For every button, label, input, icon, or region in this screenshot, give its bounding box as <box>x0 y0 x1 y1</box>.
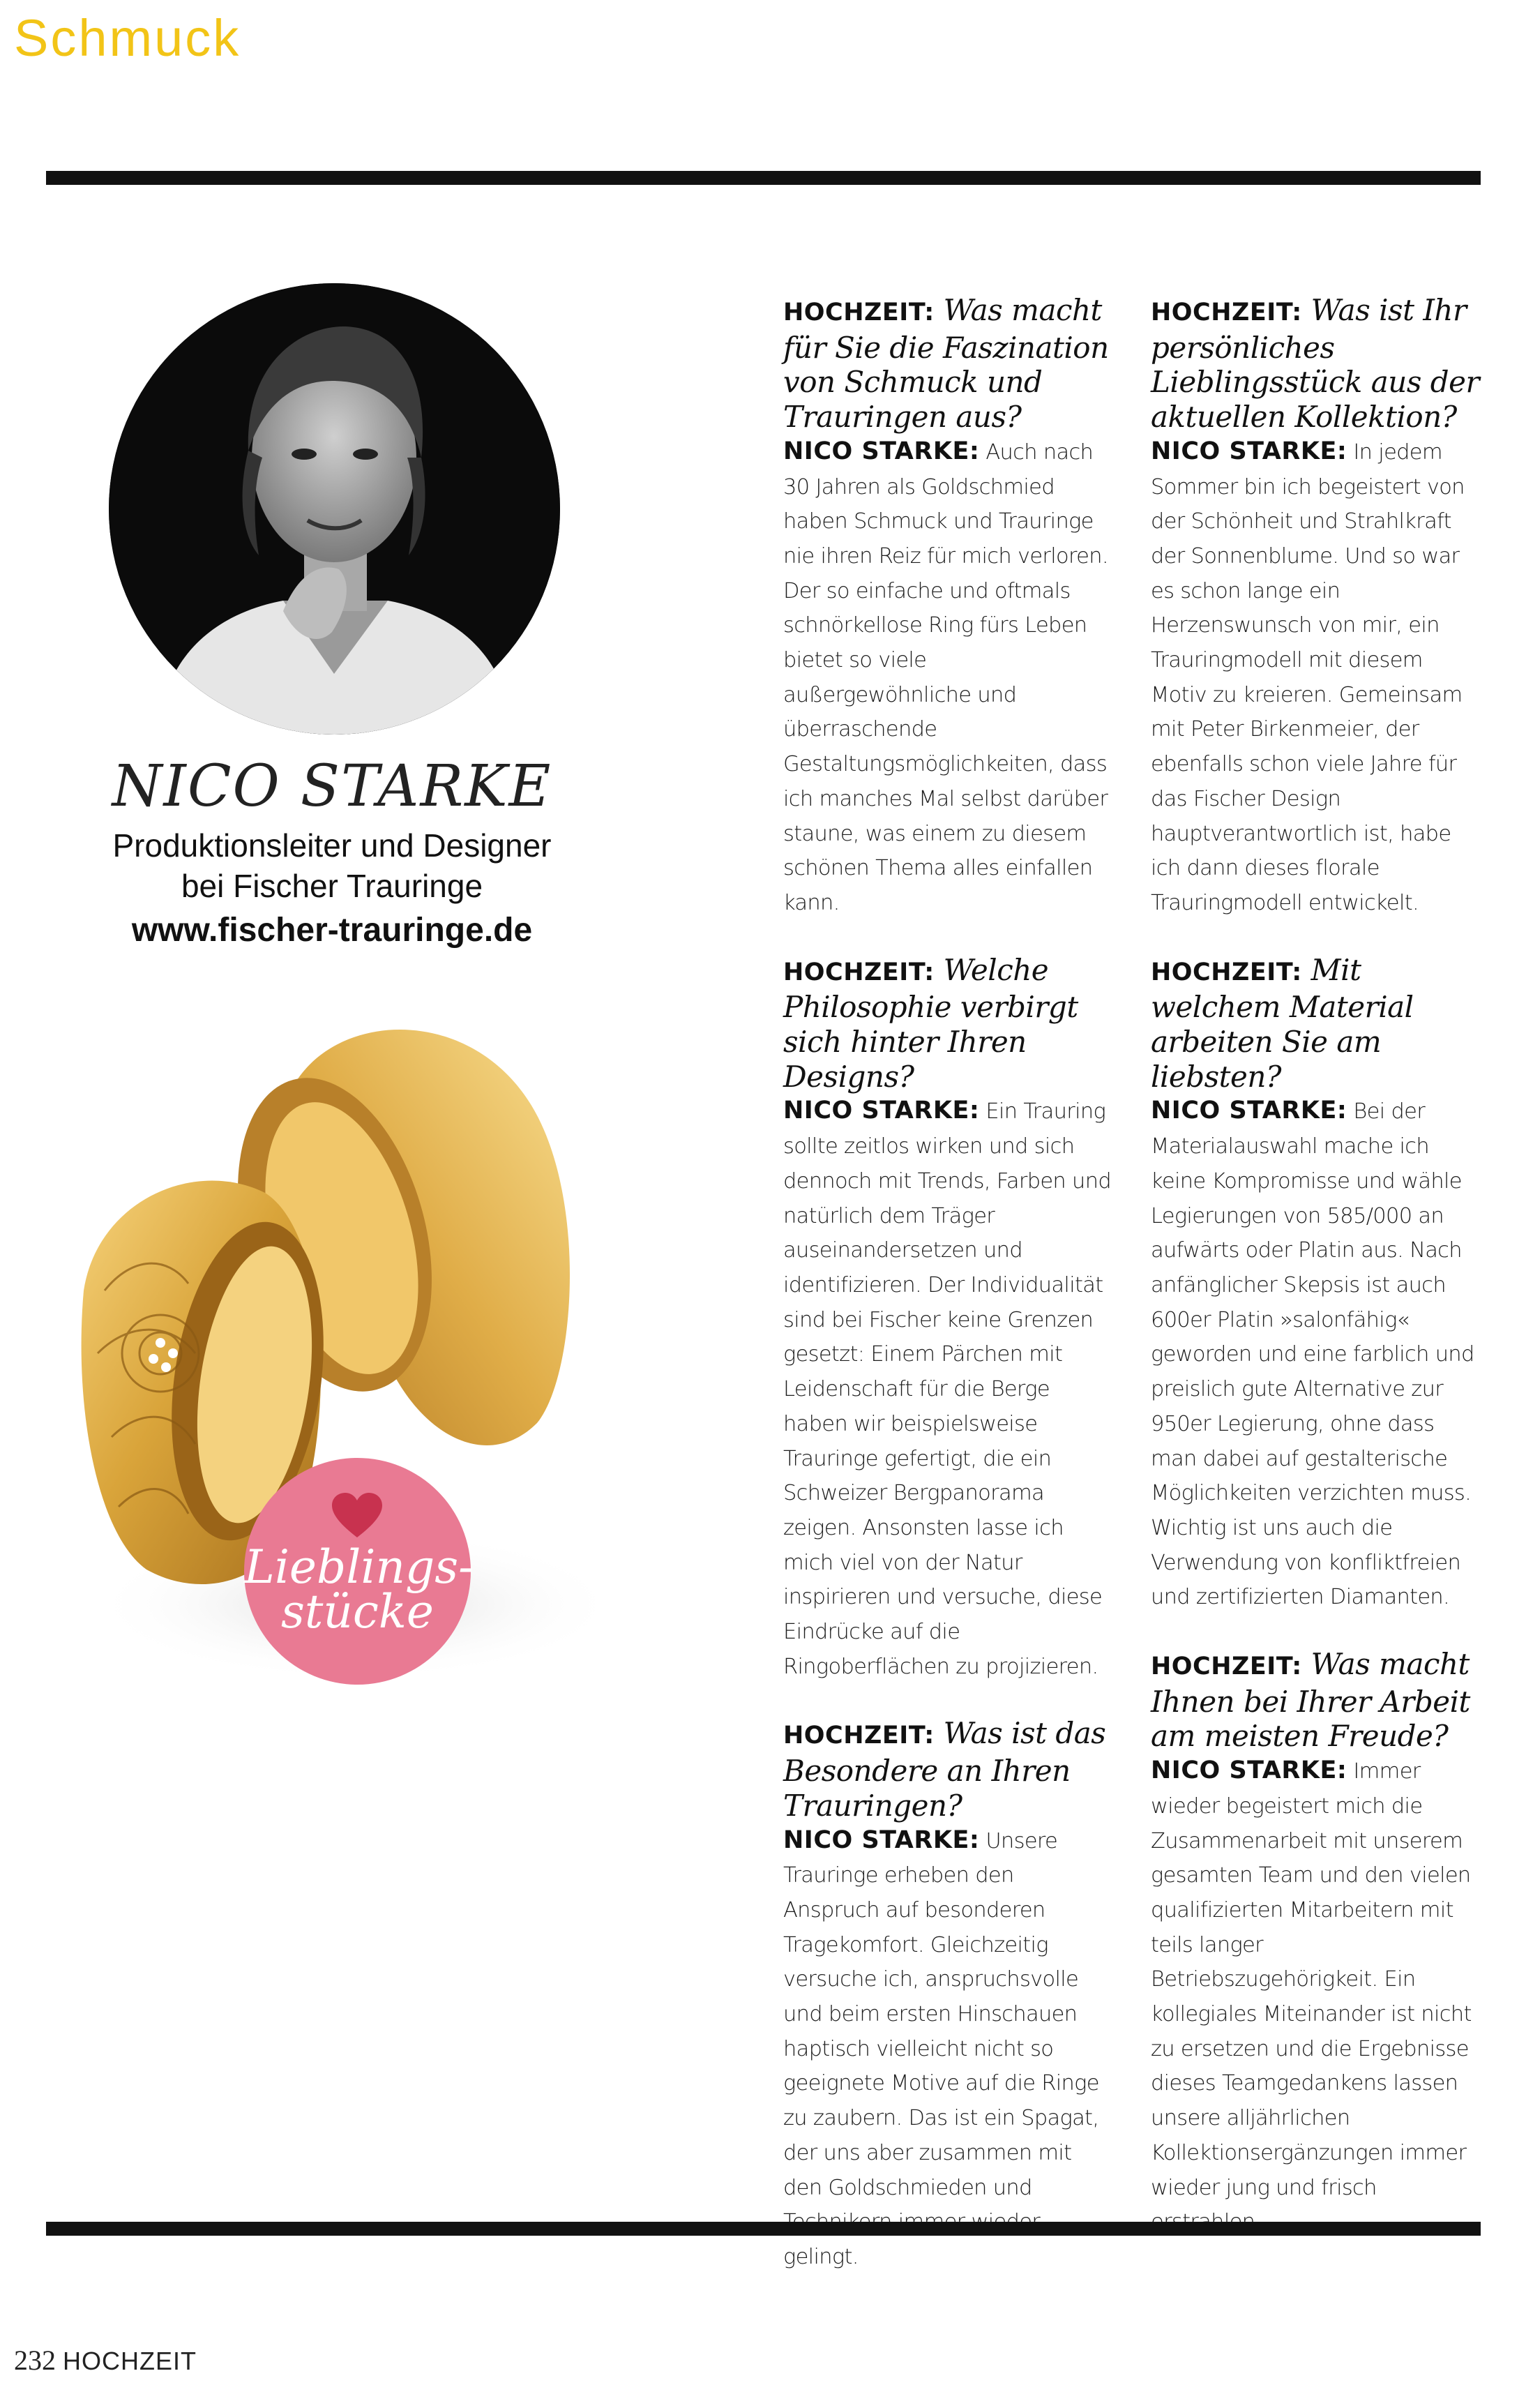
badge-line-2: stücke <box>281 1585 434 1639</box>
answer-text: Bei der Materialauswahl mache ich keine Kompromisse und wähle Legierungen von 585/000 an aufwärts oder Platin aus. Nach anfänglicher Skepsis ist auch 600er Platin »salonfähig« geworden und eine farblich und preislich gute Alternative zur 950er Legierung, ohne dass man dabei auf gestalterische Möglichkeiten verzichten muss. Wichtig ist uns auch die Verwendung von konfliktfreien und zertifizierten Diamanten. <box>1151 1099 1474 1610</box>
badge-text <box>244 1540 474 1639</box>
qa-block <box>783 953 1115 1685</box>
qa-block <box>783 1716 1115 2274</box>
answer-text: Ein Trauring sollte zeitlos wirken und sich dennoch mit Trends, Farben und natürlich dem Träger auseinandersetzen und identifizieren. Der Individualität sind bei Fischer keine Grenzen gesetzt: Einem Pärchen mit Leidenschaft für die Berge haben wir beispielsweise Trauringe gefertigt, die ein Schweizer Bergpanorama zeigen. Ansonsten lasse ich mich viel von der Natur inspirieren und versuche, diese Eindrücke auf die Ringoberflächen zu projizieren. <box>783 1099 1111 1679</box>
interviewee-tag: NICO STARKE: <box>783 437 980 465</box>
answer <box>783 1823 1115 2275</box>
page-number: 232 <box>14 2345 56 2376</box>
interviewer-tag: HOCHZEIT: <box>783 958 935 986</box>
answer-text: In jedem Sommer bin ich begeistert von der Schönheit und Strahlkraft der Sonnenblume. Und so war es schon lange ein Herzenswunsch von mir, ein Trauringmodell mit diesem Motiv zu kreieren. Gemeinsam mit Peter Birkenmeier, der ebenfalls schon viele Jahre für das Fischer Design hauptverantwortlich ist, habe ich dann dieses florale Trauringmodell entwickelt. <box>1151 439 1465 915</box>
question-text: Mit welchem Material arbeiten Sie am liebsten? <box>1151 952 1414 1094</box>
interview-column-right <box>1151 293 1482 2272</box>
answer-text: Unsere Trauringe erheben den Anspruch auf besonderen Tragekomfort. Gleichzeitig versuche ich, anspruchsvolle und beim ersten Hinschauen haptisch vielleicht nicht so geeignete Motive auf die Ringe zu zaubern. Das ist ein Spagat, der uns aber zusammen mit den Goldschmieden und gelingt. <box>783 1828 1099 2269</box>
bottom-rule <box>46 2222 1481 2236</box>
interviewee-tag: NICO STARKE: <box>1151 1756 1347 1785</box>
top-rule <box>46 171 1481 185</box>
question-text: Welche Philosophie verbirgt sich hinter Ihren Designs? <box>783 952 1078 1094</box>
interviewee-tag: NICO STARKE: <box>783 1826 980 1854</box>
answer <box>1151 435 1482 921</box>
question <box>1151 293 1482 435</box>
question <box>783 1716 1115 1823</box>
interviewee-tag: NICO STARKE: <box>1151 437 1347 465</box>
magazine-name: HOCHZEIT <box>63 2347 197 2375</box>
answer-text: Auch nach 30 Jahren als Goldschmied haben Schmuck und Trauringe nie ihren Reiz für mich verloren. Der so einfache und oftmals schnörkellose Ring fürs Leben bietet so viele außergewöhnliche und überraschende Gestaltungsmöglichkeiten, dass ich manches Mal selbst darüber staune, was einem zu diesem schönen Thema alles einfallen kann. <box>783 439 1108 915</box>
heart-icon <box>332 1493 382 1539</box>
favorites-badge <box>244 1458 474 1685</box>
qa-block <box>1151 1647 1482 2240</box>
role-line-1: Produktionsleiter und Designer <box>112 827 552 864</box>
qa-block <box>783 293 1115 921</box>
page-footer <box>14 2344 197 2377</box>
answer-text: Immer wieder begeistert mich die Zusammenarbeit mit unserem gesamten Team und den vielen qualifizierten Mitarbeitern mit teils langer Betriebszugehörigkeit. Ein kollegiales Miteinander ist nicht zu ersetzen und die Ergebnisse dieses Teamgedankens lassen unsere alljährlichen Kollektionsergänzungen immer wieder jung und frisch <box>1151 1759 1472 2200</box>
answer <box>783 1094 1115 1684</box>
interviewer-tag: HOCHZEIT: <box>1151 1653 1302 1681</box>
interviewer-tag: HOCHZEIT: <box>783 1722 935 1750</box>
interview-column-left <box>783 293 1115 2307</box>
interviewee-tag: NICO STARKE: <box>1151 1097 1347 1125</box>
question-text: Was macht für Sie die Faszination von Schmuck und Trauringen aus? <box>783 293 1109 435</box>
question <box>1151 1647 1482 1754</box>
question-text: Was macht Ihnen bei Ihrer Arbeit am meisten Freude? <box>1151 1647 1470 1754</box>
section-label: Schmuck <box>14 9 241 67</box>
interviewee-tag: NICO STARKE: <box>783 1097 980 1125</box>
website-link[interactable]: www.fischer-trauringe.de <box>131 912 533 949</box>
qa-block <box>1151 293 1482 921</box>
answer <box>1151 1094 1482 1615</box>
badge-line-1: Lieblings- <box>244 1540 474 1594</box>
role-line-2: bei Fischer Trauringe <box>181 868 483 904</box>
person-role <box>46 825 618 906</box>
qa-block <box>1151 953 1482 1615</box>
question-text: Was ist Ihr persönliches Lieblingsstück aus der aktuellen Kollektion? <box>1151 293 1480 435</box>
interviewer-tag: HOCHZEIT: <box>1151 299 1302 326</box>
interviewer-tag: HOCHZEIT: <box>1151 958 1302 986</box>
question <box>783 953 1115 1094</box>
portrait-photo <box>109 283 560 735</box>
answer <box>1151 1754 1482 2240</box>
question-text: Was ist das Besondere an Ihren Trauringen? <box>783 1716 1106 1823</box>
interviewer-tag: HOCHZEIT: <box>783 299 935 326</box>
answer <box>783 435 1115 921</box>
question <box>1151 953 1482 1094</box>
question <box>783 293 1115 435</box>
person-name: NICO STARKE <box>112 753 552 820</box>
